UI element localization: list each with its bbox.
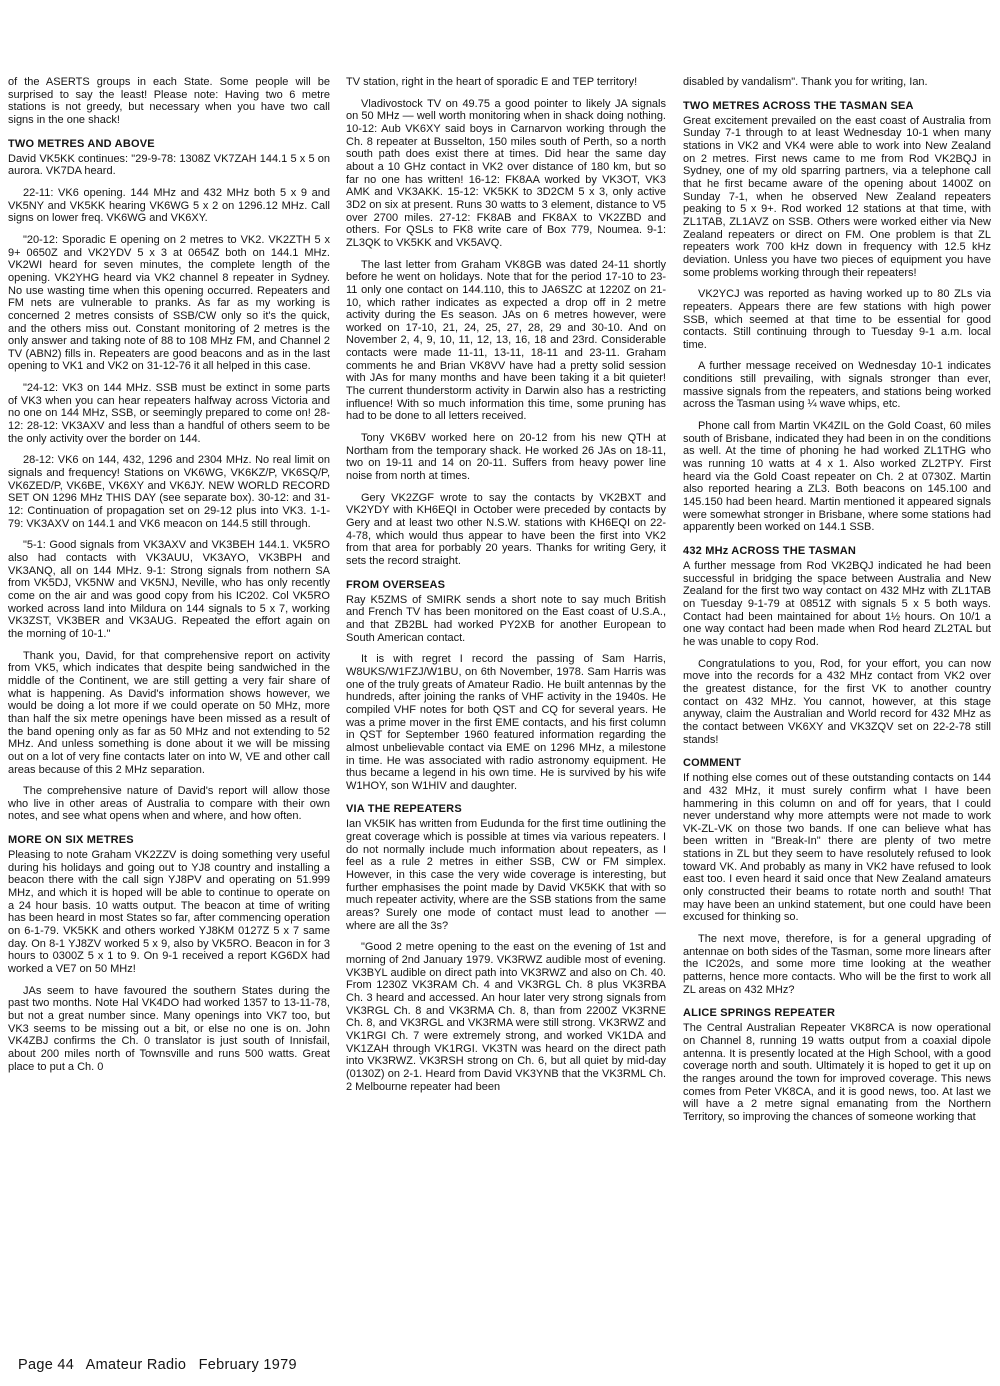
article-paragraph xyxy=(8,454,330,530)
article-paragraph xyxy=(683,560,991,649)
paragraph-text: Congratulations to you, Rod, for your effort, you can now move into the records for a 432 MHz contact from VK2 over the greatest distance, for the first VK to another country contact on 432 MHz. You cannot, however, at this stage anyway, claim the Australian and World record for 432 MHz as the contact between VK6XY and VK3ZQV set on 22-2-78 still stands! xyxy=(683,657,991,746)
section-heading: FROM OVERSEAS xyxy=(346,578,446,591)
article-paragraph xyxy=(683,76,991,89)
article-paragraph xyxy=(683,658,991,747)
paragraph-text: If nothing else comes out of these outstanding contacts on 144 and 432 MHz, it must surely confirm what I have been hammering in this column on and off for years, that I could never understand why more attempts were not made to work VK-ZL-VK on those two bands. If one can believe what has been written in "Break-In" there are plenty of two metre stations in ZL but they seem to have resolutely refused to look toward VK. And probably as many in VK2 have refused to look east too. I even heard it said once that New Zealand amateurs only constructed their beams to rotate north and south! That may have been an unkind statement, but one could have been excused for thinking so. xyxy=(683,772,991,924)
paragraph-text: "20-12: Sporadic E opening on 2 metres to VK2. VK2ZTH 5 x 9+ 0650Z and VK2YDV 5 x 3 at 0654Z both on 144.1 MHz. VK2WI heard for seven minutes, the complete length of the opening. VK2YHG heard via VK2 channel 8 repeater in Sydney. No use wasting time when this opening occurred. Repeaters and FM nets are vulnerable to pranks. As far as my working is concerned 2 metres consists of SSB/CW only so it's the quick, and the others miss out. Constant monitoring of 2 metres is the only answer and taking note of 88 to 108 MHz FM, and Channel 2 TV (ABN2) fills in. Repeaters are good beacons and as in the last opening to VK1 and VK2 on 31-12-76 it all helped in this case. xyxy=(8,233,330,373)
paragraph-text: A further message received on Wednesday 10-1 indicates conditions still prevailing, with signals stronger than ever, massive signals from the repeaters, and stations being worked across the Tasman using ¼ wave whips, etc. xyxy=(683,360,991,411)
section-heading: VIA THE REPEATERS xyxy=(346,803,462,816)
article-paragraph xyxy=(346,432,666,483)
paragraph-text: David VK5KK continues: "29-9-78: 1308Z VK7ZAH 144.1 5 x 5 on aurora. VK7DA heard. xyxy=(8,152,330,178)
article-paragraph xyxy=(683,115,991,280)
paragraph-text: 28-12: VK6 on 144, 432, 1296 and 2304 MHz. No real limit on signals and frequency! Stations on VK6WG, VK6KZ/P, VK6SQ/P, VK6ZED/P, VK6BE, VK6XY and VK6JY. NEW WORLD RECORD SET ON 1296 MHz THIS DAY (see separate box). 30-12: and 31-12: Continuation of propagation set on 29-12 plus into VK3. 1-1-79: VK3AXV on 144.1 and VK6 meacon on 144.5 still through. xyxy=(8,454,330,530)
article-paragraph xyxy=(8,785,330,823)
paragraph-text: The Central Australian Repeater VK8RCA is now operational on Channel 8, running 19 watts output from a coaxial dipole antenna. It is presently located at the High School, with a good coverage north and south. Ultimately it is hoped to get it up on the ranges around the town for improved coverage. This news comes from Peter VK8CA, and it is good news, too. At last we will have a 2 metre signal emanating from the Northern Territory, so improving the chances of someone working that xyxy=(683,1022,991,1123)
paragraph-text: The next move, therefore, is for a general upgrading of antennae on both sides of the Tasman, some more linears after the IC202s, and some more time looking at the weather patterns, hence more contacts. Who will be the first to work all ZL areas on 432 MHz? xyxy=(683,933,991,996)
paragraph-text: It is with regret I record the passing of Sam Harris, W8UKS/W1FZJ/W1BU, on 6th November, 1978. Sam Harris was one of the truly greats of Amateur Radio. He built antennas by the hundreds, after joining the ranks of VHF activity in the 1940s. He compiled VHF notes for both QST and CQ for several years. He was a prime mover in the first EME contacts, and his first column in QST for September 1960 featured information regarding the almost unbelievable contact via EME on 1296 MHz, a milestone in time. He was associated with radio astronomy equipment. He thus became a legend in his own time. He is survived by his wife W1HOY, son W1HIV and daughter. xyxy=(346,653,666,792)
paragraph-text: TV station, right in the heart of sporadic E and TEP territory! xyxy=(346,76,638,88)
column-right xyxy=(683,76,991,1348)
article-paragraph xyxy=(8,76,330,127)
paragraph-text: Phone call from Martin VK4ZIL on the Gold Coast, 60 miles south of Brisbane, indicated they had been in on the conditions as well. At the time of phoning he had worked ZL1THG who was running 10 watts at 4 x 1. Also worked ZL2TPY. First heard via the Gold Coast repeater on Ch. 2 at 0730Z. Martin also reported hearing a ZL3. Both beacons on 145.100 and 145.150 had been heard. Martin mentioned it appeared signals were somewhat stronger in Brisbane, where some stations had apparently been worked on 144.1 SSB. xyxy=(683,420,991,534)
article-paragraph xyxy=(8,650,330,777)
paragraph-text: of the ASERTS groups in each State. Some people will be surprised to say the least! Please note: Having two 6 metre stations is not greedy, but necessary when you have two call signs in the one shack! xyxy=(8,76,330,126)
paragraph-text: JAs seem to have favoured the southern States during the past two months. Note Hal VK4DO had worked 1357 to 13-11-78, but not a great number since. Many openings into VK7 too, but VK3 seems to be missing out a bit, or else no one is on. John VK4ZBJ confirms the Ch. 0 translator is just south of Innisfail, about 200 miles north of Townsville and runs 500 watts. Great place to put a Ch. 0 xyxy=(8,984,330,1073)
paragraph-text: A further message from Rod VK2BQJ indicated he had been successful in bridging the space between Australia and New Zealand for the first two way contact on 432 MHz with ZL1TAB on Tuesday 9-1-79 at 0851Z with signals 5 x 5 both ways. Contact had been maintained for about 1½ hours. On 10/1 a one way contact had been made when Rod heard ZL2TAL but he was unable to copy Rod. xyxy=(683,560,991,648)
article-paragraph xyxy=(8,382,330,445)
page-footer xyxy=(18,1356,618,1374)
article-paragraph xyxy=(683,1022,991,1123)
article-paragraph xyxy=(346,492,666,568)
paragraph-text: Pleasing to note Graham VK2ZZV is doing something very useful during his holidays and going out to YJ8 country and installing a beacon there with the call sign YJ8PV and operating on 51.999 MHz, and which it is hoped will be able to continue to operate on a 24 hour basis. 10 watts output. The beacon at time of writing has been heard in most States so far, after commencing operation on 6-1-79. VK5KK and others worked YJ8KM 0127Z 5 x 7 same day. On 8-1 YJ8ZV worked 5 x 9, also by VK5RO. Beacon in for 3 hours to 0300Z 5 x 1 to 9. On 9-1 received a report KG6DX had worked a VE7 on 50 MHz! xyxy=(8,849,330,976)
article-paragraph xyxy=(683,772,991,924)
paragraph-text: Great excitement prevailed on the east coast of Australia from Sunday 7-1 through to at least Wednesday 10-1 when many stations in VK2 and VK4 were able to work into New Zealand on 2 metres. First news came to me from Rod VK2BQJ in Sydney, one of my old sparring partners, via a telephone call that he first became aware of the opening about 1400Z on Sunday 7-1, when he observed New Zealand repeaters peaking to 5 x 9+. Rod worked 12 stations at that time, with ZL1TAB, ZL1AVZ on SSB. Others were worked either via New Zealand repeaters or direct on FM. One problem is that ZL repeaters work 700 kHz down in frequency with 12.5 kHz deviation. Unless you have two pieces of equipment you have some problems working through their repeaters! xyxy=(683,114,991,279)
article-paragraph xyxy=(346,653,666,792)
paragraph-text: 22-11: VK6 opening. 144 MHz and 432 MHz both 5 x 9 and VK5NY and VK5KK hearing VK6WG 5 x 2 on 1296.12 MHz. Call signs on lower freq. VK6WG and VK6XY. xyxy=(8,186,330,225)
paragraph-text: "Good 2 metre opening to the east on the evening of 1st and morning of 2nd January 1979. VK3RWZ audible most of evening. VK3BYL audible on direct path into VK3RWZ and also on Ch. 40. From 1230Z VK3RAM Ch. 4 and VK3RGL Ch. 8 plus VK3RBA Ch. 3 heard and accessed. An hour later very strong signals from VK3RGL Ch. 8 and VK3RMA Ch. 8, than from 2200Z VK3RNE Ch. 8, and VK3RGL and VK3RMA were still strong. VK3RWZ and VK1RGI Ch. 7 were extremely strong, and worked VK1DA and VK1ZAH through VK1RGI. VK3TN was heard on the direct path into VK3RWZ. VK3RSH strong on Ch. 6, but all quiet by mid-day (0130Z) on 2-1. Heard from David VK3YNB that the VK3RML Ch. 2 Melbourne repeater had been xyxy=(346,941,666,1093)
article-paragraph xyxy=(683,933,991,996)
paragraph-text: Vladivostock TV on 49.75 a good pointer to likely JA signals on 50 MHz — well worth monitoring when in shack doing nothing. 10-12: Aub VK6XY said boys in Carnarvon working through the Ch. 8 repeater at Busselton, 150 miles south of Perth, so a north south path does exist there at times. Did hear the same day about a 10 GHz contact in VK2 over distance of 180 km, but so far no one has written! 16-12: FK8AA worked by VK3OT, VK3 AMK and VK3AKK. 15-12: VK5KK to 3D2CM 5 x 3, only active 3D2 on six at present. Runs 30 watts to 3 element, distance to V5 over 2700 miles. 27-12: FK8AB and FK8AX to VK2ZBD and others. For QSLs to FK8 write care of Box 779, Noumea. 9-1: ZL3QK to VK5KK and VK5AVQ. xyxy=(346,97,666,249)
article-paragraph xyxy=(8,539,330,640)
article-paragraph xyxy=(346,259,666,424)
article-paragraph xyxy=(683,288,991,351)
section-heading: COMMENT xyxy=(683,757,742,770)
paragraph-text: Ian VK5IK has written from Eudunda for the first time outlining the great coverage which is possible at times via various repeaters. I do not normally include much information about repeaters, as I feel as a rule 2 metres in either SSB, CW or FM simplex. However, in this case the very wide coverage is interesting, but further emphasises the point made by David VK5KK that with so much repeater activity, where are the SSB stations from the same areas? Surely one mode of contact must lead to another — where are all the 3s? xyxy=(346,818,666,932)
paragraph-text: The comprehensive nature of David's report will allow those who live in other areas of Australia to compare with their own notes, and see what opens when and where, and how often. xyxy=(8,785,330,823)
column-middle xyxy=(346,76,666,1348)
paragraph-text: disabled by vandalism". Thank you for writing, Ian. xyxy=(683,76,928,88)
paragraph-text: The last letter from Graham VK8GB was dated 24-11 shortly before he went on holidays. Note that for the period 17-10 to 23-11 only one contact on 144.110, this to JA6SZC at 1220Z on 21-10, which rather indicates as expected a drop off in 2 metre activity during the Es season. JAs on 6 metres however, were worked on 17-10, 21, 24, 25, 27, 28, 29 and 30-10. And on November 2, 4, 9, 10, 11, 12, 13, 16, 18 and 23rd. Considerable contacts were made 11-11, 13-11, 18-11 and 23-11. Graham comments he and Brian VK8VV have had a pretty solid session with JAs for many months and have been taking it a bit quieter! The current thunderstorm activity in Darwin also has a restricting influence! With so much information this time, some pruning has had to be done to all letters received. xyxy=(346,258,666,423)
column-left xyxy=(8,76,330,1348)
section-heading: TWO METRES AND ABOVE xyxy=(8,137,155,150)
article-paragraph xyxy=(8,849,330,976)
paragraph-text: Thank you, David, for that comprehensive report on activity from VK5, which indicates that despite being sandwiched in the middle of the Continent, we are still getting a very fair share of what is happening. As David's information shows however, we would be doing a lot more if we could operate on 50 MHz, more than half the six metre openings have been missed as a result of the band opening only as far as 50 MHz and not extending to 52 MHz. And unless something is done about it we will be missing out on a lot of very fine contacts later on into W, VE and other call areas because of this 2 MHz separation. xyxy=(8,649,330,776)
paragraph-text: Ray K5ZMS of SMIRK sends a short note to say much British and French TV has been monitored on the East coast of U.S.A., and that ZB2BL had worked PY2XB for another European to South American contact. xyxy=(346,593,666,644)
article-paragraph xyxy=(346,594,666,645)
article-paragraph xyxy=(346,941,666,1093)
issue-date: February 1979 xyxy=(198,1357,297,1373)
article-paragraph xyxy=(8,187,330,225)
article-paragraph xyxy=(683,360,991,411)
paragraph-text: VK2YCJ was reported as having worked up to 80 ZLs via repeaters. Appears there are few stations with high power SSB, which seemed at that time to be essential for good contacts. Still continuing through to Tuesday 9-1 a.m. local time. xyxy=(683,288,991,351)
paragraph-text: Tony VK6BV worked here on 20-12 from his new QTH at Northam from the temporary shack. He worked 26 JAs on 18-11, two on 19-11 and 14 on 20-11. Suffers from heavy power line noise from north at times. xyxy=(346,432,666,483)
section-heading: TWO METRES ACROSS THE TASMAN SEA xyxy=(683,99,914,112)
article-paragraph xyxy=(346,98,666,250)
article-paragraph xyxy=(346,76,666,89)
section-heading: MORE ON SIX METRES xyxy=(8,834,134,847)
paragraph-text: "24-12: VK3 on 144 MHz. SSB must be extinct in some parts of VK3 when you can hear repeaters halfway across Victoria and no one on 144 MHz, SSB, or seemingly prepared to come on! 28-12: 28-12: VK3AXV and less than a handful of others seem to be the only activity over the border on 144. xyxy=(8,382,330,445)
section-heading: ALICE SPRINGS REPEATER xyxy=(683,1007,836,1020)
paragraph-text: Gery VK2ZGF wrote to say the contacts by VK2BXT and VK2YDY with KH6EQI in October were preceded by contacts by Gery and at least two other N.S.W. stations with KH6EQI on 22-4-78, which would thus appear to have been the first into VK2 from that area for porbably 20 years. Thanks for writing Gery, it sets the record straight. xyxy=(346,491,666,567)
article-paragraph xyxy=(8,153,330,178)
page-number: Page 44 xyxy=(18,1357,75,1373)
article-paragraph xyxy=(8,985,330,1074)
article-paragraph xyxy=(683,420,991,534)
article-paragraph xyxy=(8,234,330,373)
paragraph-text: "5-1: Good signals from VK3AXV and VK3BEH 144.1. VK5RO also had contacts with VK3AUU, VK3AYO, VK3BPH and VK3ANQ, all on 144 MHz. 9-1: Strong signals from nothern SA from VK5DJ, VK5NW and VK5NJ, Neville, who has only recently come on the air and was good copy from his IC202. Col VK5RO worked across land into Mildura on 144 signals to 5 x 7, working VK3ZST, VK3BER and VK3AUG. Repeated the effort again on the morning of 10-1." xyxy=(8,539,330,640)
article-paragraph xyxy=(346,818,666,932)
section-heading: 432 MHz ACROSS THE TASMAN xyxy=(683,545,857,557)
magazine-title: Amateur Radio xyxy=(85,1357,187,1373)
